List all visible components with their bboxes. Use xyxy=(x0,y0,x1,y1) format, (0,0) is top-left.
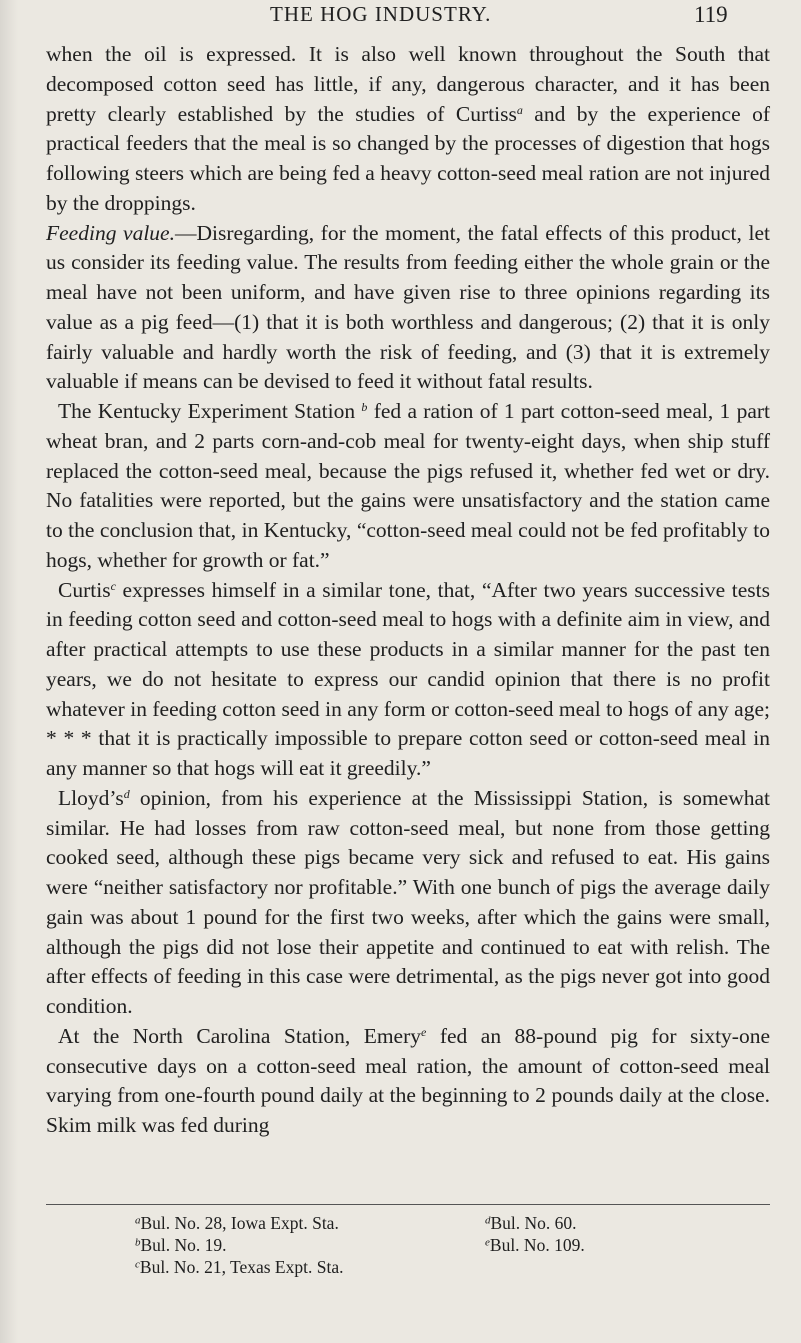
paragraph-4-text-continued: expresses himself in a similar tone, that, “After two years successive tests in feeding cotton seed and cotton-seed meal to hogs with a definite aim in view, and after practical attempts to use these products in a similar manner for the past ten years, we do not hesitate to express our candid opinion that there is no profit whatever in feeding cotton seed in any form or cotton-seed meal to hogs of any age; * * * that it is practically impossible to prepare cotton seed or cotton-seed meal in any manner so that hogs will eat it greedily.” xyxy=(46,577,770,780)
footnote-c-mark: c xyxy=(135,1258,140,1271)
footnote-b xyxy=(135,1234,227,1256)
footnote-a-text: Bul. No. 28, Iowa Expt. Sta. xyxy=(140,1213,339,1233)
page-body xyxy=(46,40,770,1141)
paragraph-6 xyxy=(46,1022,770,1141)
paragraph-1-text-continued: and by the experience of practical feeders that the meal is so changed by the processes of digestion that hogs following steers which are being fed a heavy cotton-seed meal ration are not injured by the droppings. xyxy=(46,101,770,215)
footnote-ref-b: b xyxy=(361,399,368,414)
paragraph-2 xyxy=(46,219,770,398)
page-edge-shadow xyxy=(0,0,18,1343)
paragraph-1 xyxy=(46,40,770,219)
running-title: THE HOG INDUSTRY. xyxy=(270,2,492,26)
footnote-ref-c: c xyxy=(110,578,116,593)
footnote-b-text: Bul. No. 19. xyxy=(140,1235,227,1255)
paragraph-3-text: The Kentucky Experiment Station xyxy=(58,399,362,423)
paragraph-4 xyxy=(46,576,770,784)
footnote-d xyxy=(485,1212,577,1234)
paragraph-1-text: when the oil is expressed. It is also well known throughout the South that decomposed cotton seed has little, if any, dangerous character, and it has been pretty clearly established by the studies of Curtiss xyxy=(46,42,770,126)
paragraph-2-text: —Disregarding, for the moment, the fatal effects of this product, let us consider its feeding value. The results from feeding either the whole grain or the meal have not been uniform, and have given rise to three opinions regarding its value as a pig feed—(1) that it is both worthless and dangerous; (2) that it is only fairly valuable and hardly worth the risk of feeding, and (3) that it is extremely valuable if means can be devised to feed it without fatal results. xyxy=(46,220,770,394)
paragraph-6-text-continued: fed an 88-pound pig for sixty-one consecutive days on a cotton-seed meal ration, the amount of cotton-seed meal varying from one-fourth pound daily at the beginning to 2 pounds daily at the close. Skim milk was fed during xyxy=(46,1023,770,1137)
footnotes xyxy=(0,1212,801,1282)
paragraph-5-text: Lloyd’s xyxy=(58,785,124,810)
footnote-c xyxy=(135,1256,343,1278)
paragraph-3-text-continued: fed a ration of 1 part cotton-seed meal, 1 part wheat bran, and 2 parts corn-and-cob meal for twenty-eight days, when ship stuff replaced the cotton-seed meal, because the pigs refused it, whether fed wet or dry. No fatalities were reported, but the gains were unsatisfactory and the station came to the conclusion that, in Kentucky, “cotton-seed meal could not be fed profitably to hogs, whether for growth or fat.” xyxy=(46,399,770,572)
page-number: 119 xyxy=(694,2,728,27)
paragraph-4-text: Curtis xyxy=(58,577,111,602)
section-caption: Feeding value. xyxy=(46,220,175,245)
footnote-ref-a: a xyxy=(516,102,523,117)
paragraph-5-text-continued: opinion, from his experience at the Mississippi Station, is somewhat similar. He had losses from raw cotton-seed meal, but none from those getting cooked seed, although these pigs became very sick and refused to eat. His gains were “neither satisfactory nor profitable.” With one bunch of pigs the average daily gain was about 1 pound for the first two weeks, after which the gains were small, although the pigs did not lose their appetite and continued to eat with relish. The after effects of feeding in this case were detrimental, as the pigs never got into good condition. xyxy=(46,785,770,1018)
footnote-divider xyxy=(46,1204,770,1205)
footnote-a xyxy=(135,1212,339,1234)
footnote-e-text: Bul. No. 109. xyxy=(489,1235,585,1255)
footnote-c-text: Bul. No. 21, Texas Expt. Sta. xyxy=(139,1257,344,1277)
footnote-a-mark: a xyxy=(135,1214,141,1227)
footnote-e xyxy=(485,1234,585,1256)
footnote-ref-d: d xyxy=(123,786,130,801)
footnote-b-mark: b xyxy=(135,1236,141,1249)
footnote-e-mark: e xyxy=(485,1236,490,1249)
footnote-d-mark: d xyxy=(485,1214,491,1227)
footnote-d-text: Bul. No. 60. xyxy=(490,1213,577,1233)
paragraph-5 xyxy=(46,784,770,1022)
paragraph-3 xyxy=(46,397,770,576)
footnote-ref-e: e xyxy=(421,1024,427,1039)
paragraph-6-text: At the North Carolina Station, Emery xyxy=(58,1023,422,1048)
page-header xyxy=(0,2,801,32)
